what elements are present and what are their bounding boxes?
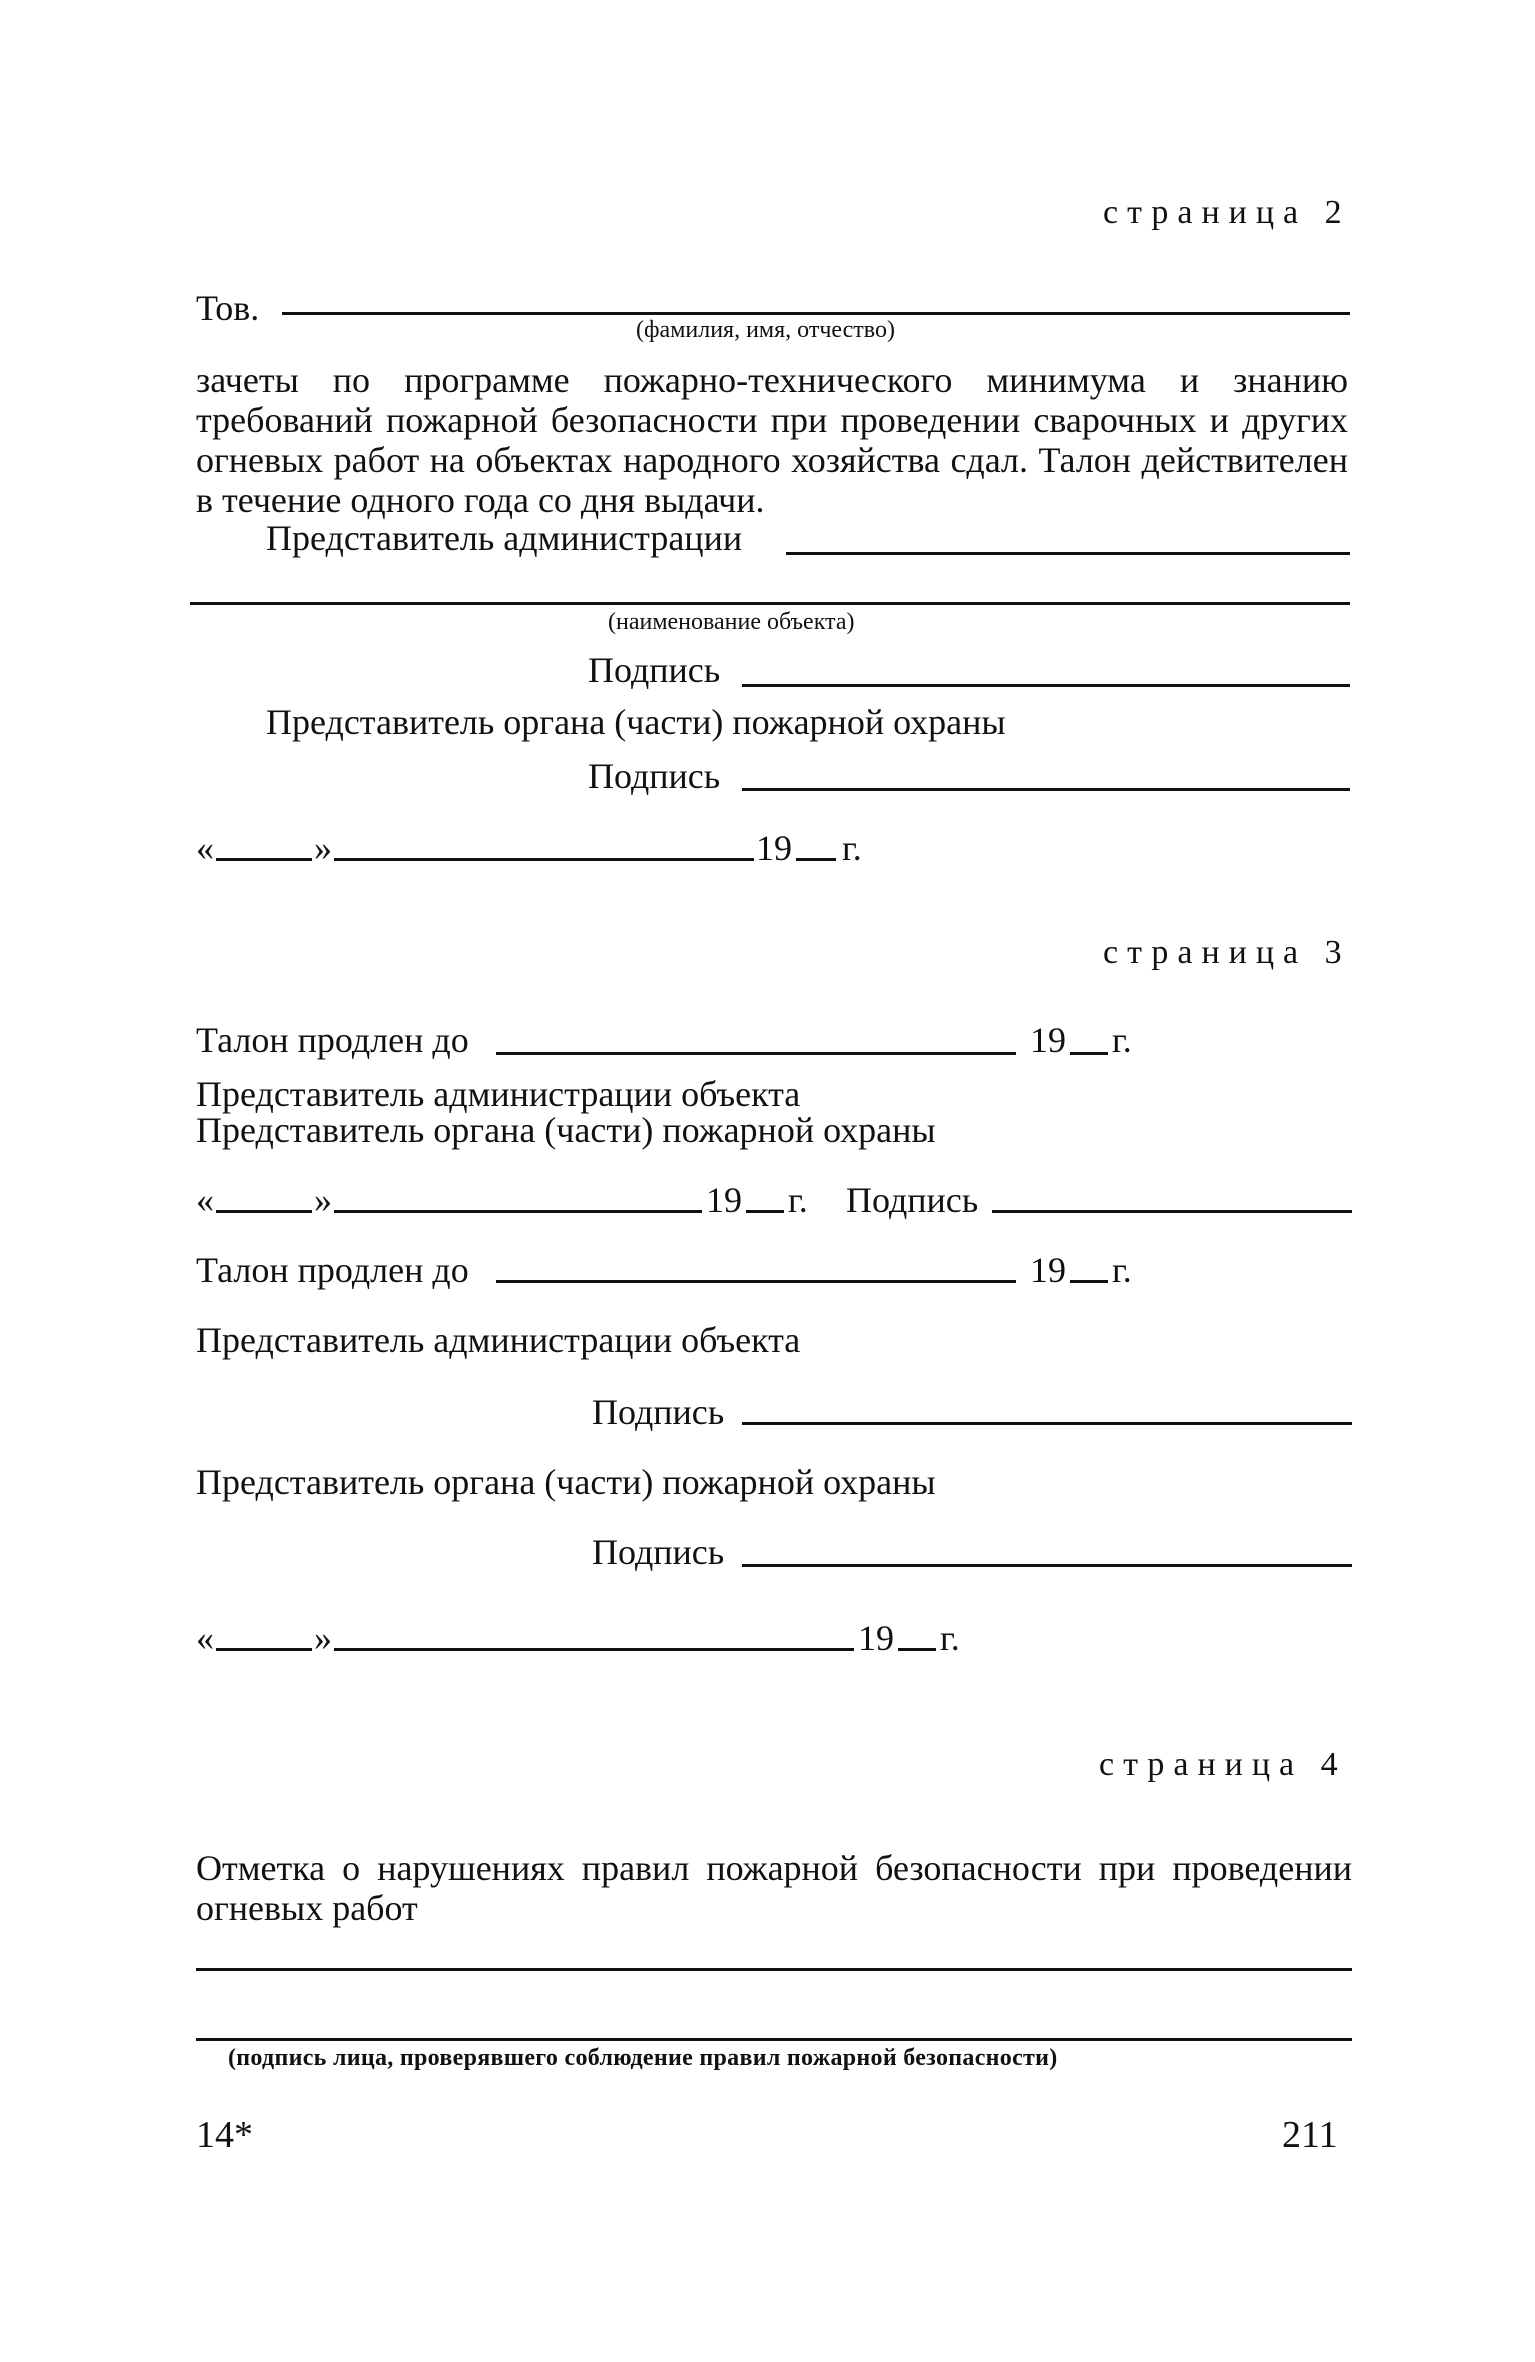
admin-rep-line[interactable]	[786, 552, 1350, 555]
day-line[interactable]	[216, 858, 312, 861]
year-prefix-3a: 19	[706, 1180, 742, 1220]
fio-line[interactable]	[282, 312, 1350, 315]
fio-caption: (фамилия, имя, отчество)	[636, 317, 895, 343]
date-open-quote: «	[196, 828, 214, 868]
extended-label-1: Талон продлен до	[196, 1020, 469, 1060]
year-prefix: 19	[756, 828, 792, 868]
extended-year-line-2[interactable]	[1070, 1280, 1108, 1283]
fire-rep-label: Представитель органа (части) пожарной охраны	[266, 702, 1006, 742]
signature-label-3a: Подпись	[846, 1180, 979, 1220]
violations-line-2[interactable]	[196, 2038, 1352, 2041]
date-close-quote-3b: »	[314, 1618, 332, 1658]
date-close-quote: »	[314, 828, 332, 868]
day-line-3b[interactable]	[216, 1648, 312, 1651]
admin-rep-object-1: Представитель администрации объекта	[196, 1074, 801, 1114]
admin-rep-label: Представитель администрации	[266, 518, 743, 558]
extended-year-suffix-2: г.	[1112, 1250, 1132, 1290]
page2-heading: страница 2	[1103, 194, 1351, 231]
signature-label-2: Подпись	[588, 756, 721, 796]
page4-paragraph: Отметка о нарушениях правил пожарной безопасности при проведении огневых работ	[196, 1848, 1352, 1928]
month-line[interactable]	[334, 858, 754, 861]
signature-label-3b: Подпись	[592, 1392, 725, 1432]
signature-line-3a[interactable]	[992, 1210, 1352, 1213]
footer-signature-mark: 14*	[196, 2114, 253, 2156]
extended-date-line-2[interactable]	[496, 1280, 1016, 1283]
fire-rep-2: Представитель органа (части) пожарной охраны	[196, 1462, 936, 1502]
tov-label: Тов.	[196, 288, 260, 328]
extended-year-1: 19	[1030, 1020, 1066, 1060]
year-line-3b[interactable]	[898, 1648, 936, 1651]
year-prefix-3b: 19	[858, 1618, 894, 1658]
signature-caption: (подпись лица, проверявшего соблюдение правил пожарной безопасности)	[228, 2045, 1058, 2071]
month-line-3a[interactable]	[334, 1210, 702, 1213]
violations-line-1[interactable]	[196, 1968, 1352, 1971]
extended-label-2: Талон продлен до	[196, 1250, 469, 1290]
extended-year-line-1[interactable]	[1070, 1052, 1108, 1055]
signature-line-2[interactable]	[742, 788, 1350, 791]
page4-heading: страница 4	[1099, 1746, 1347, 1783]
page-number: 211	[1282, 2114, 1338, 2156]
page2-paragraph: зачеты по программе пожарно-технического минимума и знанию требований пожарной безопасности при проведении сварочных и других огневых работ на объектах народного хозяйства сдал. Талон действителен в течение одного года со дня выдачи.	[196, 360, 1348, 520]
page3-heading: страница 3	[1103, 934, 1351, 971]
year-suffix-3b: г.	[940, 1618, 960, 1658]
date-open-quote-3b: «	[196, 1618, 214, 1658]
object-caption: (наименование объекта)	[608, 609, 855, 635]
signature-label-1: Подпись	[588, 650, 721, 690]
signature-line-3b[interactable]	[742, 1422, 1352, 1425]
year-line-3a[interactable]	[746, 1210, 784, 1213]
fire-rep-1: Представитель органа (части) пожарной охраны	[196, 1110, 936, 1150]
object-line[interactable]	[190, 602, 1350, 605]
date-close-quote-3a: »	[314, 1180, 332, 1220]
extended-year-2: 19	[1030, 1250, 1066, 1290]
date-open-quote-3a: «	[196, 1180, 214, 1220]
year-line[interactable]	[796, 858, 836, 861]
year-suffix-3a: г.	[788, 1180, 808, 1220]
admin-rep-object-2: Представитель администрации объекта	[196, 1320, 801, 1360]
signature-label-3c: Подпись	[592, 1532, 725, 1572]
month-line-3b[interactable]	[334, 1648, 854, 1651]
year-suffix: г.	[842, 828, 862, 868]
signature-line-1[interactable]	[742, 684, 1350, 687]
extended-year-suffix-1: г.	[1112, 1020, 1132, 1060]
day-line-3a[interactable]	[216, 1210, 312, 1213]
signature-line-3c[interactable]	[742, 1564, 1352, 1567]
extended-date-line-1[interactable]	[496, 1052, 1016, 1055]
